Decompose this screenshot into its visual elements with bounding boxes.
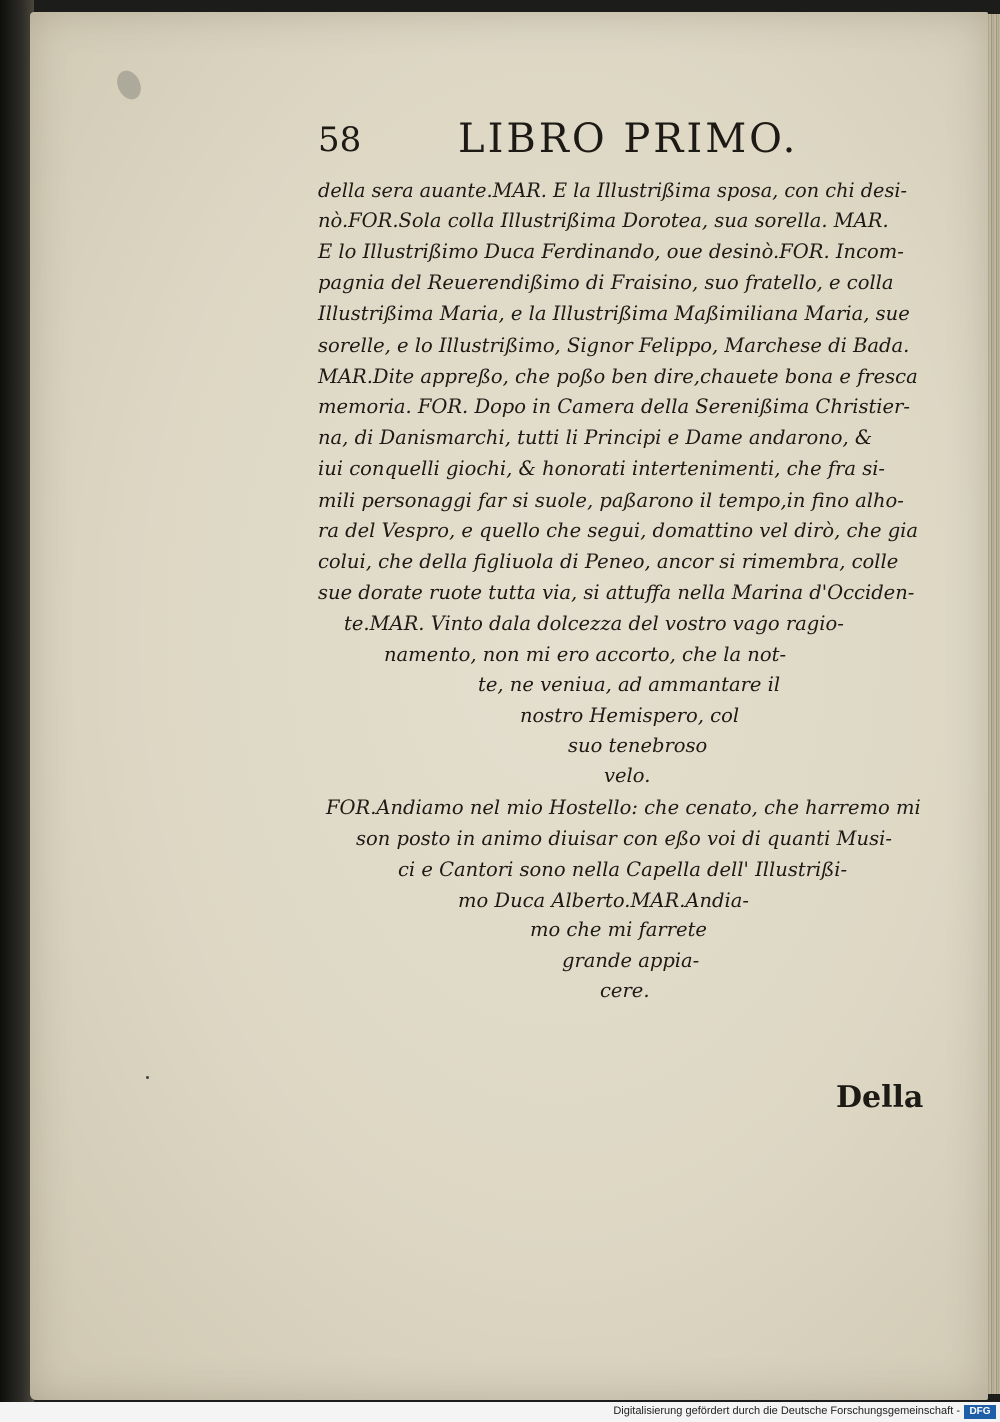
text-line-8: memoria. FOR. Dopo in Camera della Serenißima Christier- (318, 395, 910, 418)
text-line-21: FOR.Andiamo nel mio Hostello: che cenato, che harremo mi (326, 796, 921, 819)
text-line-20: velo. (604, 764, 651, 787)
text-line-16: namento, non mi ero accorto, che la not- (384, 643, 787, 666)
text-line-5: Illustrißima Maria, e la Illustrißima Maßimiliana Maria, sue (318, 302, 910, 325)
page-header (318, 116, 828, 166)
text-line-13: colui, che della figliuola di Peneo, ancor si rimembra, colle (318, 550, 899, 573)
page-number: 58 (318, 120, 362, 160)
text-line-17: te, ne veniua, ad ammantare il (478, 673, 781, 696)
text-line-26: grande appia- (562, 949, 700, 972)
text-line-12: ra del Vespro, e quello che segui, domattino vel dirò, che gia (318, 519, 919, 542)
text-line-7: MAR.Dite appreßo, che poßo ben dire,chauete bona e fresca (318, 365, 918, 388)
text-line-6: sorelle, e lo Illustrißimo, Signor Felippo, Marchese di Bada. (318, 334, 910, 357)
catchword: Della (836, 1080, 924, 1115)
text-line-25: mo che mi farrete (530, 918, 707, 941)
text-line-18: nostro Hemispero, col (520, 704, 740, 727)
text-line-11: mili personaggi far si suole, paßarono il tempo,in fino alho- (318, 489, 904, 512)
funding-credit: Digitalisierung gefördert durch die Deutsche Forschungsgemeinschaft - (613, 1405, 960, 1417)
dfg-logo: DFG (964, 1405, 996, 1419)
text-line-2: nò.FOR.Sola colla Illustrißima Dorotea, sua sorella. MAR. (318, 209, 889, 232)
text-line-10: iui conquelli giochi, & honorati intertenimenti, che fra si- (318, 457, 886, 480)
running-head: LIBRO PRIMO. (458, 116, 799, 162)
book-spine-shadow (0, 0, 34, 1422)
paper-stain (113, 67, 146, 103)
ink-speck (146, 1076, 149, 1079)
text-line-23: ci e Cantori sono nella Capella dell' Illustrißi- (398, 858, 848, 881)
text-line-27: cere. (600, 979, 650, 1002)
text-line-24: mo Duca Alberto.MAR.Andia- (458, 889, 749, 912)
digitization-footer (0, 1402, 1000, 1422)
text-line-4: pagnia del Reuerendißimo di Fraisino, suo fratello, e colla (318, 271, 894, 294)
text-line-3: E lo Illustrißimo Duca Ferdinando, oue desinò.FOR. Incom- (318, 240, 904, 263)
text-line-22: son posto in animo diuisar con eßo voi di quanti Musi- (356, 827, 892, 850)
text-line-15: te.MAR. Vinto dala dolcezza del vostro vago ragio- (344, 612, 844, 635)
text-line-14: sue dorate ruote tutta via, si attuffa nella Marina d'Occiden- (318, 581, 915, 604)
text-line-19: suo tenebroso (568, 734, 708, 757)
text-line-9: na, di Danismarchi, tutti li Principi e Dame andarono, & (318, 426, 873, 449)
text-line-1: della sera auante.MAR. E la Illustrißima sposa, con chi desi- (318, 179, 907, 202)
